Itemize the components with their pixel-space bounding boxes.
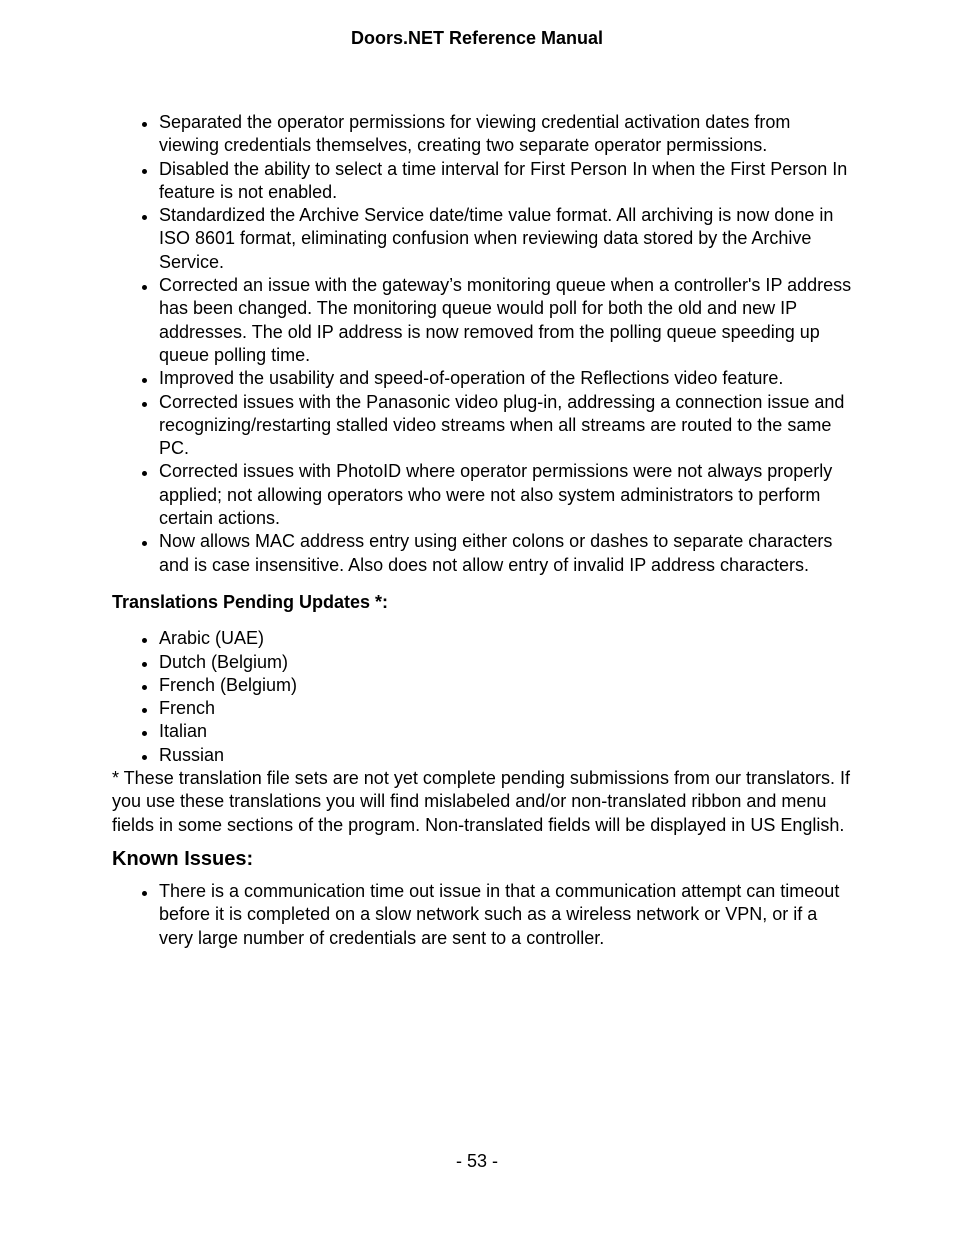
list-item: There is a communication time out issue in that a communication attempt can timeout before it is completed on a slow network such as a wireless network or VPN, or if a very large number of credentials are sent to a controller. xyxy=(112,880,852,950)
fixes-list xyxy=(112,111,852,577)
list-item: Corrected an issue with the gateway’s monitoring queue when a controller's IP address has been changed. The monitoring queue would poll for both the old and new IP addresses. The old IP address is now removed from the polling queue speeding up queue polling time. xyxy=(112,274,852,367)
list-item: French (Belgium) xyxy=(112,674,852,697)
list-item: Improved the usability and speed-of-operation of the Reflections video feature. xyxy=(112,367,852,390)
translations-heading: Translations Pending Updates *: xyxy=(112,591,389,612)
known-issues-heading: Known Issues: xyxy=(112,847,254,870)
languages-list xyxy=(112,627,852,767)
page-header-title: Doors.NET Reference Manual xyxy=(350,28,604,48)
translations-note: * These translation file sets are not yet complete pending submissions from our translators. If you use these translations you will find mislabeled and/or non-translated ribbon and menu fields in some sections of the program. Non-translated fields will be displayed in US English. xyxy=(112,768,851,835)
list-item: Now allows MAC address entry using either colons or dashes to separate characters and is case insensitive. Also does not allow entry of invalid IP address characters. xyxy=(112,530,852,577)
list-item: Corrected issues with the Panasonic video plug-in, addressing a connection issue and recognizing/restarting stalled video streams when all streams are routed to the same PC. xyxy=(112,391,852,461)
list-item: Italian xyxy=(112,720,852,743)
list-item: French xyxy=(112,697,852,720)
list-item: Standardized the Archive Service date/time value format. All archiving is now done in ISO 8601 format, eliminating confusion when reviewing data stored by the Archive Service. xyxy=(112,204,852,274)
list-item: Separated the operator permissions for viewing credential activation dates from viewing credentials themselves, creating two separate operator permissions. xyxy=(112,111,852,158)
page-content xyxy=(112,111,852,950)
list-item: Dutch (Belgium) xyxy=(112,651,852,674)
list-item: Disabled the ability to select a time interval for First Person In when the First Person In feature is not enabled. xyxy=(112,158,852,205)
list-item: Arabic (UAE) xyxy=(112,627,852,650)
list-item: Russian xyxy=(112,744,852,767)
list-item: Corrected issues with PhotoID where operator permissions were not always properly applied; not allowing operators who were not also system administrators to perform certain actions. xyxy=(112,460,852,530)
known-issues-list xyxy=(112,880,852,950)
page-number: - 53 - xyxy=(455,1151,498,1171)
